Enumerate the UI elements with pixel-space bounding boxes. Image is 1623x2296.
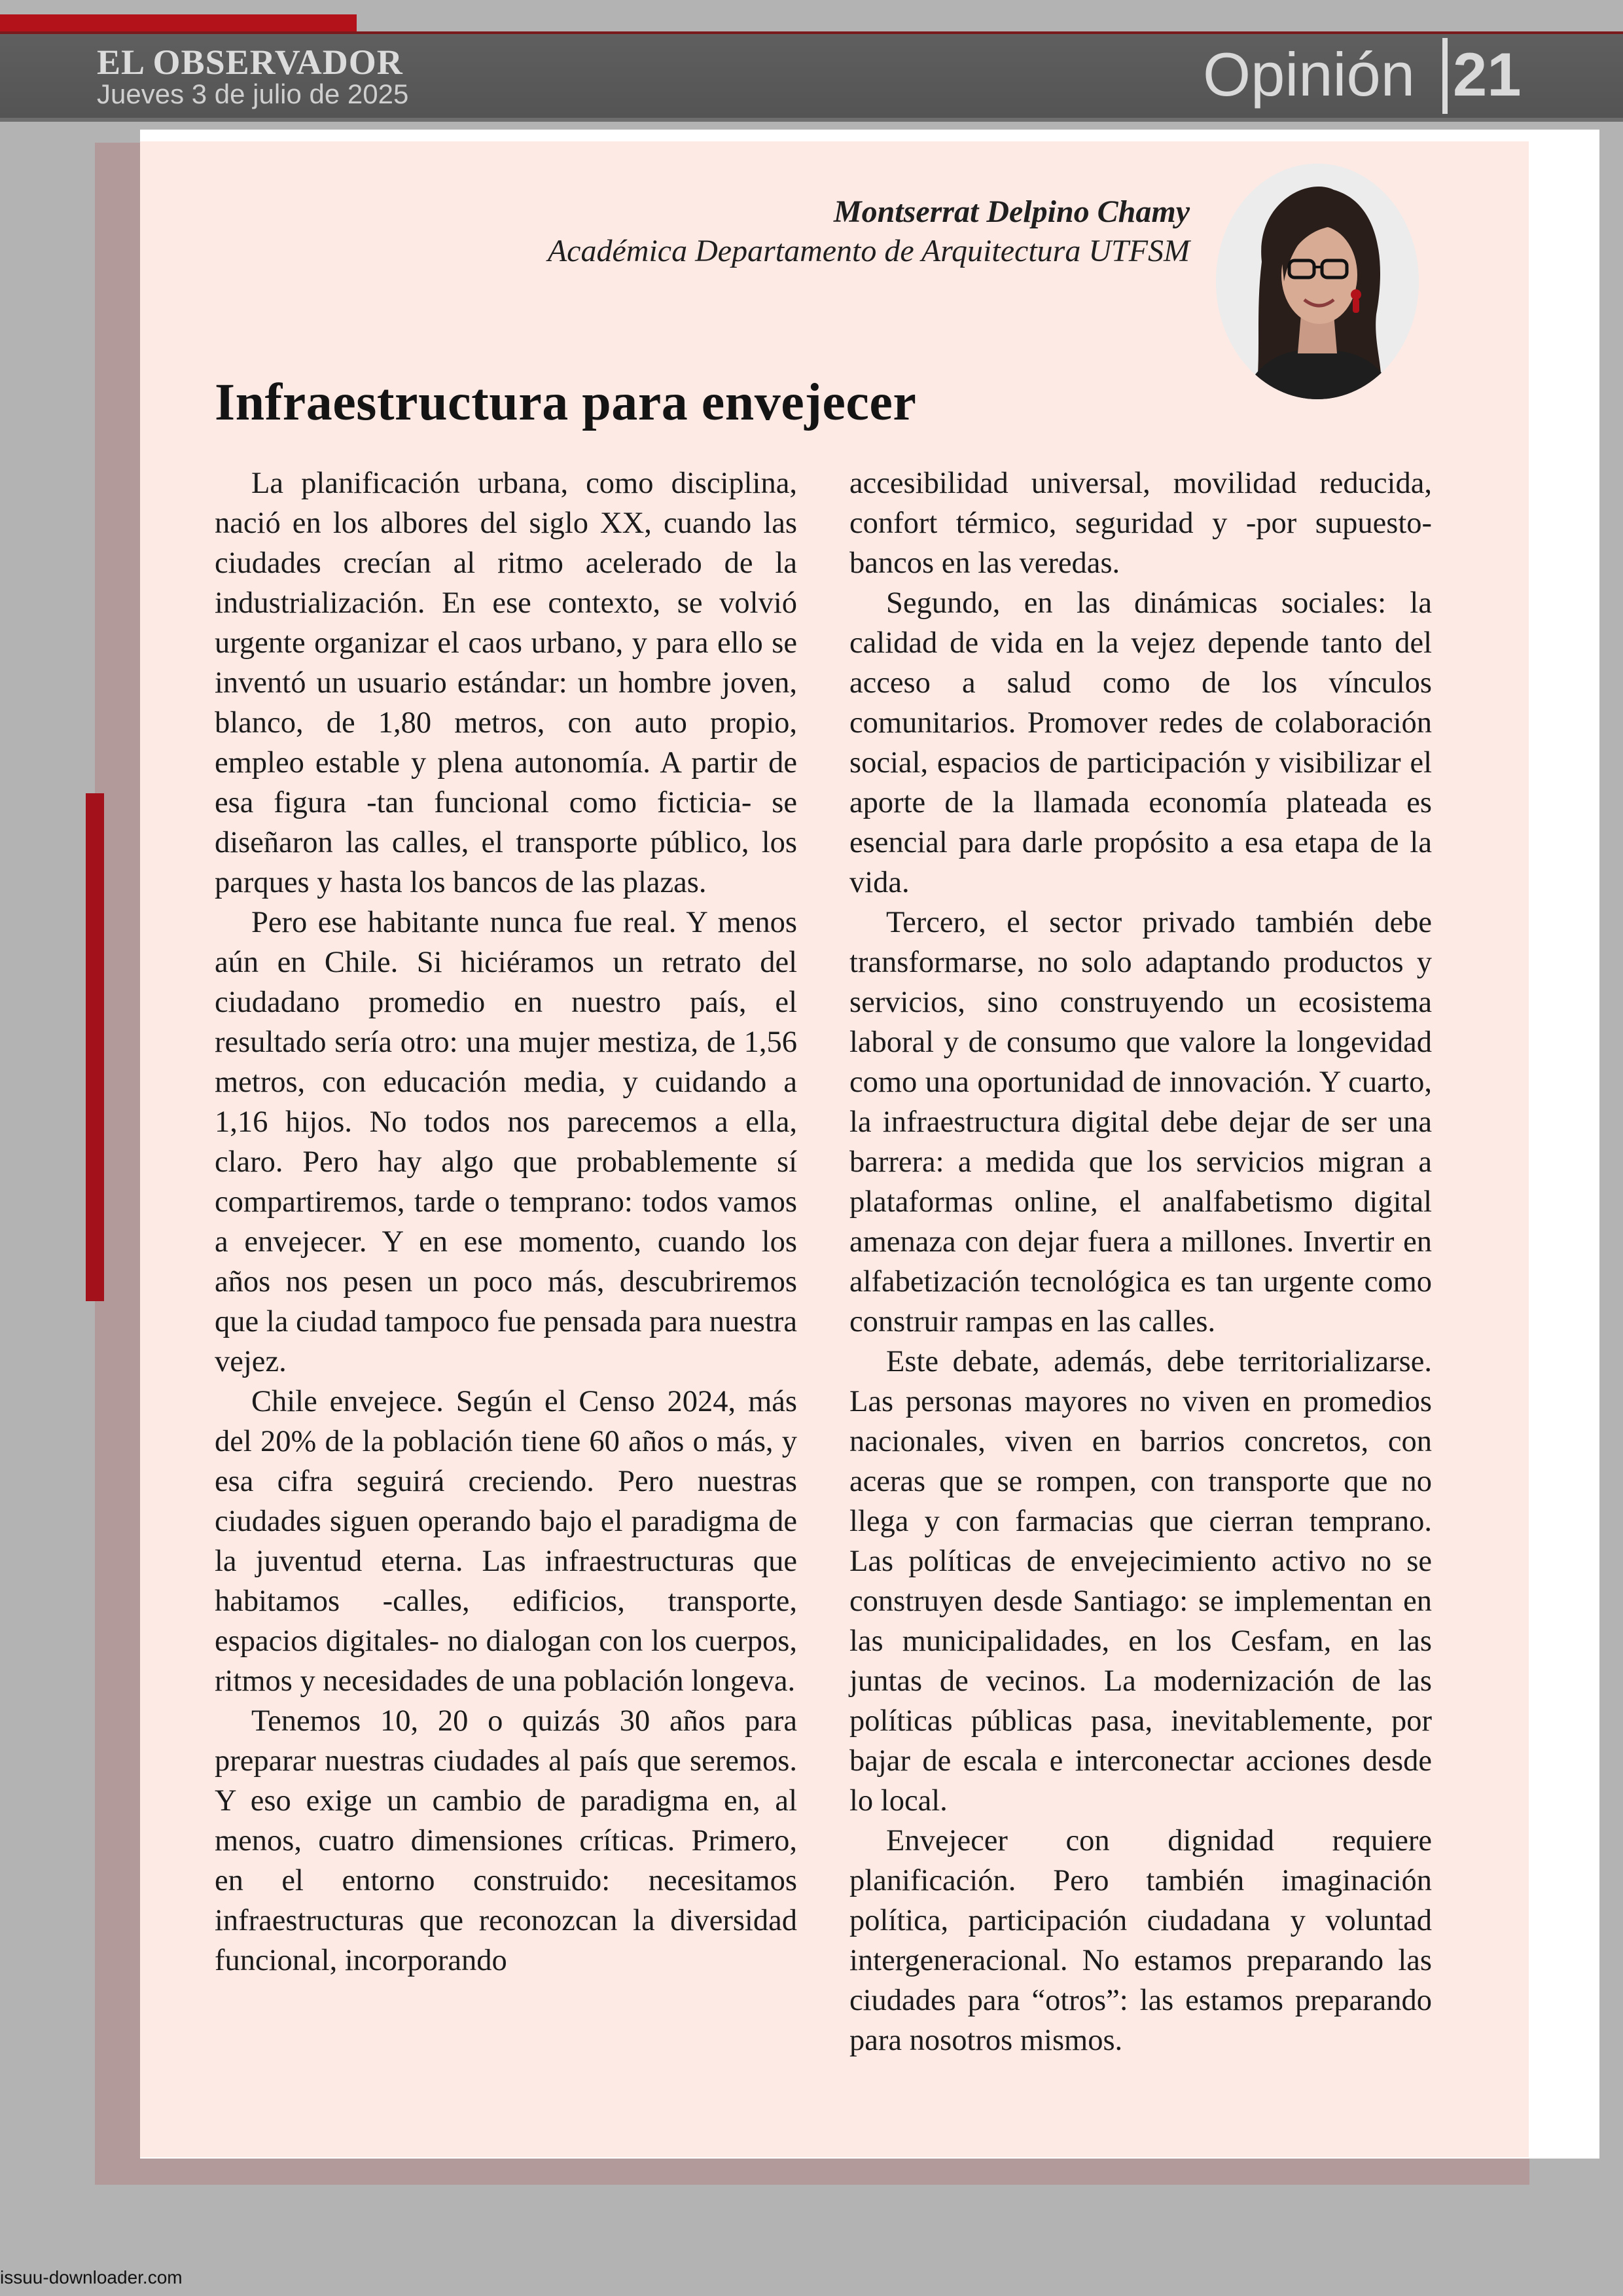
article-column-right: [849, 463, 1432, 2060]
page-header: [0, 31, 1623, 122]
article-paragraph: Envejecer con dignidad requiere planificación. Pero también imaginación política, participación ciudadana y voluntad intergeneracional. No estamos preparando las ciudades para “otros”: las estamos preparando para nosotros mismos.: [849, 1824, 1432, 2057]
margin-accent-bar: [86, 793, 104, 1301]
newspaper-name: EL OBSERVADOR: [97, 43, 403, 82]
issue-date: Jueves 3 de julio de 2025: [97, 79, 409, 109]
article-paragraph-continuation: accesibilidad universal, movilidad reducida, confort térmico, seguridad y -por supuesto- bancos en las veredas.: [849, 467, 1432, 580]
article-paragraph: Este debate, además, debe territorializarse. Las personas mayores no viven en promedios nacionales, viven en barrios concretos, con aceras que se rompen, con transporte que no llega y con farmacias que cierran temprano. Las políticas de envejecimiento activo no se construyen desde Santiago: se implementan en las municipalidades, en los Cesfam, en las juntas de vecinos. La modernización de las políticas públicas pasa, inevitablemente, por bajar de escala e interconectar acciones desde lo local.: [849, 1345, 1432, 1818]
section-name: Opinión: [1203, 40, 1415, 109]
article-paragraph: La planificación urbana, como disciplina, nació en los albores del siglo XX, cuando las ciudades crecían al ritmo acelerado de la industrialización. En ese contexto, se volvió urgente organizar el caos urbano, y para ello se inventó un usuario estándar: un hombre joven, blanco, de 1,80 metros, con auto propio, empleo estable y plena autonomía. A partir de esa figura -tan funcional como ficticia- se diseñaron las calles, el transporte público, los parques y hasta los bancos de las plazas.: [215, 467, 797, 899]
source-watermark: issuu-downloader.com: [0, 2267, 183, 2287]
article-paragraph: Tenemos 10, 20 o quizás 30 años para preparar nuestras ciudades al país que seremos. Y eso exige un cambio de paradigma en, al menos, cuatro dimensiones críticas. Primero, en el entorno construido: necesitamos infraestructuras que reconozcan la diversidad funcional, incorporando: [215, 1704, 797, 1977]
page-number: 21: [1453, 40, 1522, 109]
article-title: Infraestructura para envejecer: [215, 374, 917, 431]
header-accent-bar: [0, 14, 357, 31]
article-column-left: [215, 463, 797, 1981]
article-paragraph: Chile envejece. Según el Censo 2024, más del 20% de la población tiene 60 años o más, y esa cifra seguirá creciendo. Pero nuestras ciudades siguen operando bajo el paradigma de la juventud eterna. Las infraestructuras que habitamos -calles, edificios, transporte, espacios digitales- no dialogan con los cuerpos, ritmos y necesidades de una población longeva.: [215, 1385, 797, 1698]
author-role: Académica Departamento de Arquitectura UTFSM: [547, 234, 1190, 268]
author-name: Montserrat Delpino Chamy: [833, 194, 1190, 229]
article-paragraph: Pero ese habitante nunca fue real. Y menos aún en Chile. Si hiciéramos un retrato del ciudadano promedio en nuestro país, el resultado sería otro: una mujer mestiza, de 1,56 metros, con educación media, y cuidando a 1,16 hijos. No todos nos parecemos a ella, claro. Pero hay algo que probablemente sí compartiremos, tarde o temprano: todos vamos a envejecer. Y en ese momento, cuando los años nos pesen un poco más, descubriremos que la ciudad tampoco fue pensada para nuestra vejez.: [215, 906, 797, 1378]
author-photo: [1216, 164, 1419, 399]
article-paragraph: Tercero, el sector privado también debe transformarse, no solo adaptando productos y servicios, sino construyendo un ecosistema laboral y de consumo que valore la longevidad como una oportunidad de innovación. Y cuarto, la infraestructura digital debe dejar de ser una barrera: a medida que los servicios migran a plataformas online, el analfabetismo digital amenaza con dejar fuera a millones. Invertir en alfabetización tecnológica es tan urgente como construir rampas en las calles.: [849, 906, 1432, 1338]
page-number-divider: [1442, 38, 1448, 114]
article-paragraph: Segundo, en las dinámicas sociales: la calidad de vida en la vejez depende tanto del acceso a salud como de los vínculos comunitarios. Promover redes de colaboración social, espacios de participación y visibilizar el aporte de la llamada economía plateada es esencial para darle propósito a esa etapa de la vida.: [849, 586, 1432, 899]
